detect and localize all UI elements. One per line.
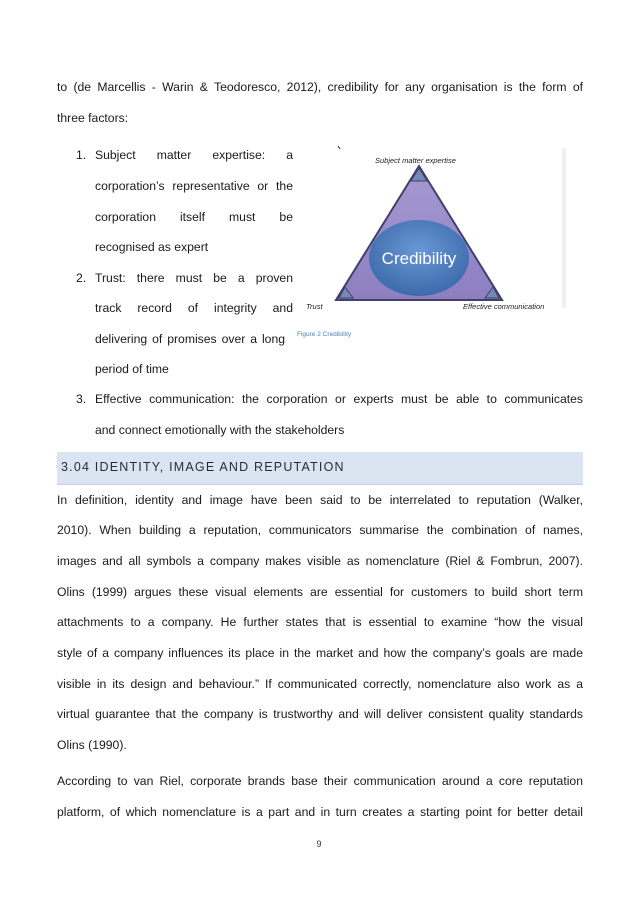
list-item-2-line-1: Trust: there must be a proven xyxy=(95,271,293,285)
identity-line-5: attachments to a company. He further states that is essential to examine “how the visual xyxy=(57,615,583,629)
identity-line-4: Olins (1999) argues these visual elements are essential for customers to build short term xyxy=(57,585,583,599)
list-number-3: 3. xyxy=(76,392,87,406)
list-number-1: 1. xyxy=(76,148,87,162)
list-number-2: 2. xyxy=(76,271,87,285)
list-item-2-line-3: delivering of promises over a long xyxy=(95,332,285,346)
list-item-1-line-4: recognised as expert xyxy=(95,240,209,254)
section-heading: 3.04 IDENTITY, IMAGE AND REPUTATION xyxy=(61,460,345,474)
figure-edge-shadow xyxy=(562,148,566,308)
credibility-figure xyxy=(300,146,566,322)
identity-line-3: images and all symbols a company makes visible as nomenclature (Riel & Fombrun, 2007). xyxy=(57,554,583,568)
vanriel-line-1: According to van Riel, corporate brands base their communication around a core reputation xyxy=(57,774,583,788)
identity-line-7: visible in its design and behaviour.” If communicated correctly, nomenclature also work as a xyxy=(57,677,583,691)
figure-caption: Figure 2 Credibility xyxy=(297,331,352,338)
list-item-3-line-2: and connect emotionally with the stakeholders xyxy=(95,423,345,437)
intro-line-1: to (de Marcellis - Warin & Teodoresco, 2012), credibility for any organisation is the form of xyxy=(57,80,583,94)
page-number: 9 xyxy=(316,839,322,849)
identity-line-2: 2010). When building a reputation, communicators summarise the combination of names, xyxy=(57,523,583,537)
section-heading-bar xyxy=(57,452,583,485)
label-effective-communication: Effective communication xyxy=(463,302,545,311)
list-item-1-line-3: corporation itself must be xyxy=(95,210,293,224)
vanriel-line-2: platform, of which nomenclature is a part and in turn creates a starting point for better detail xyxy=(57,805,583,819)
list-item-3-line-1: Effective communication: the corporation or experts must be able to communicates xyxy=(95,392,583,406)
list-item-2-line-4: period of time xyxy=(95,362,169,376)
identity-line-8: virtual guarantee that the company is trustworthy and will deliver consistent quality standards xyxy=(57,707,583,721)
label-subject-matter-expertise: Subject matter expertise xyxy=(375,156,456,165)
list-item-1-line-1: Subject matter expertise: a xyxy=(95,148,293,162)
list-item-2-line-2: track record of integrity and xyxy=(95,301,293,315)
credibility-diagram xyxy=(300,146,566,322)
list-item-1-line-2: corporation’s representative or the xyxy=(95,179,293,193)
label-credibility: Credibility xyxy=(381,249,457,268)
identity-line-1: In definition, identity and image have been said to be interrelated to reputation (Walker, xyxy=(57,493,583,507)
intro-line-2: three factors: xyxy=(57,111,129,125)
identity-line-6: style of a company influences its place in the market and how the company’s goals are made xyxy=(57,646,583,660)
label-trust: Trust xyxy=(306,302,323,311)
identity-line-9: Olins (1990). xyxy=(57,738,127,752)
